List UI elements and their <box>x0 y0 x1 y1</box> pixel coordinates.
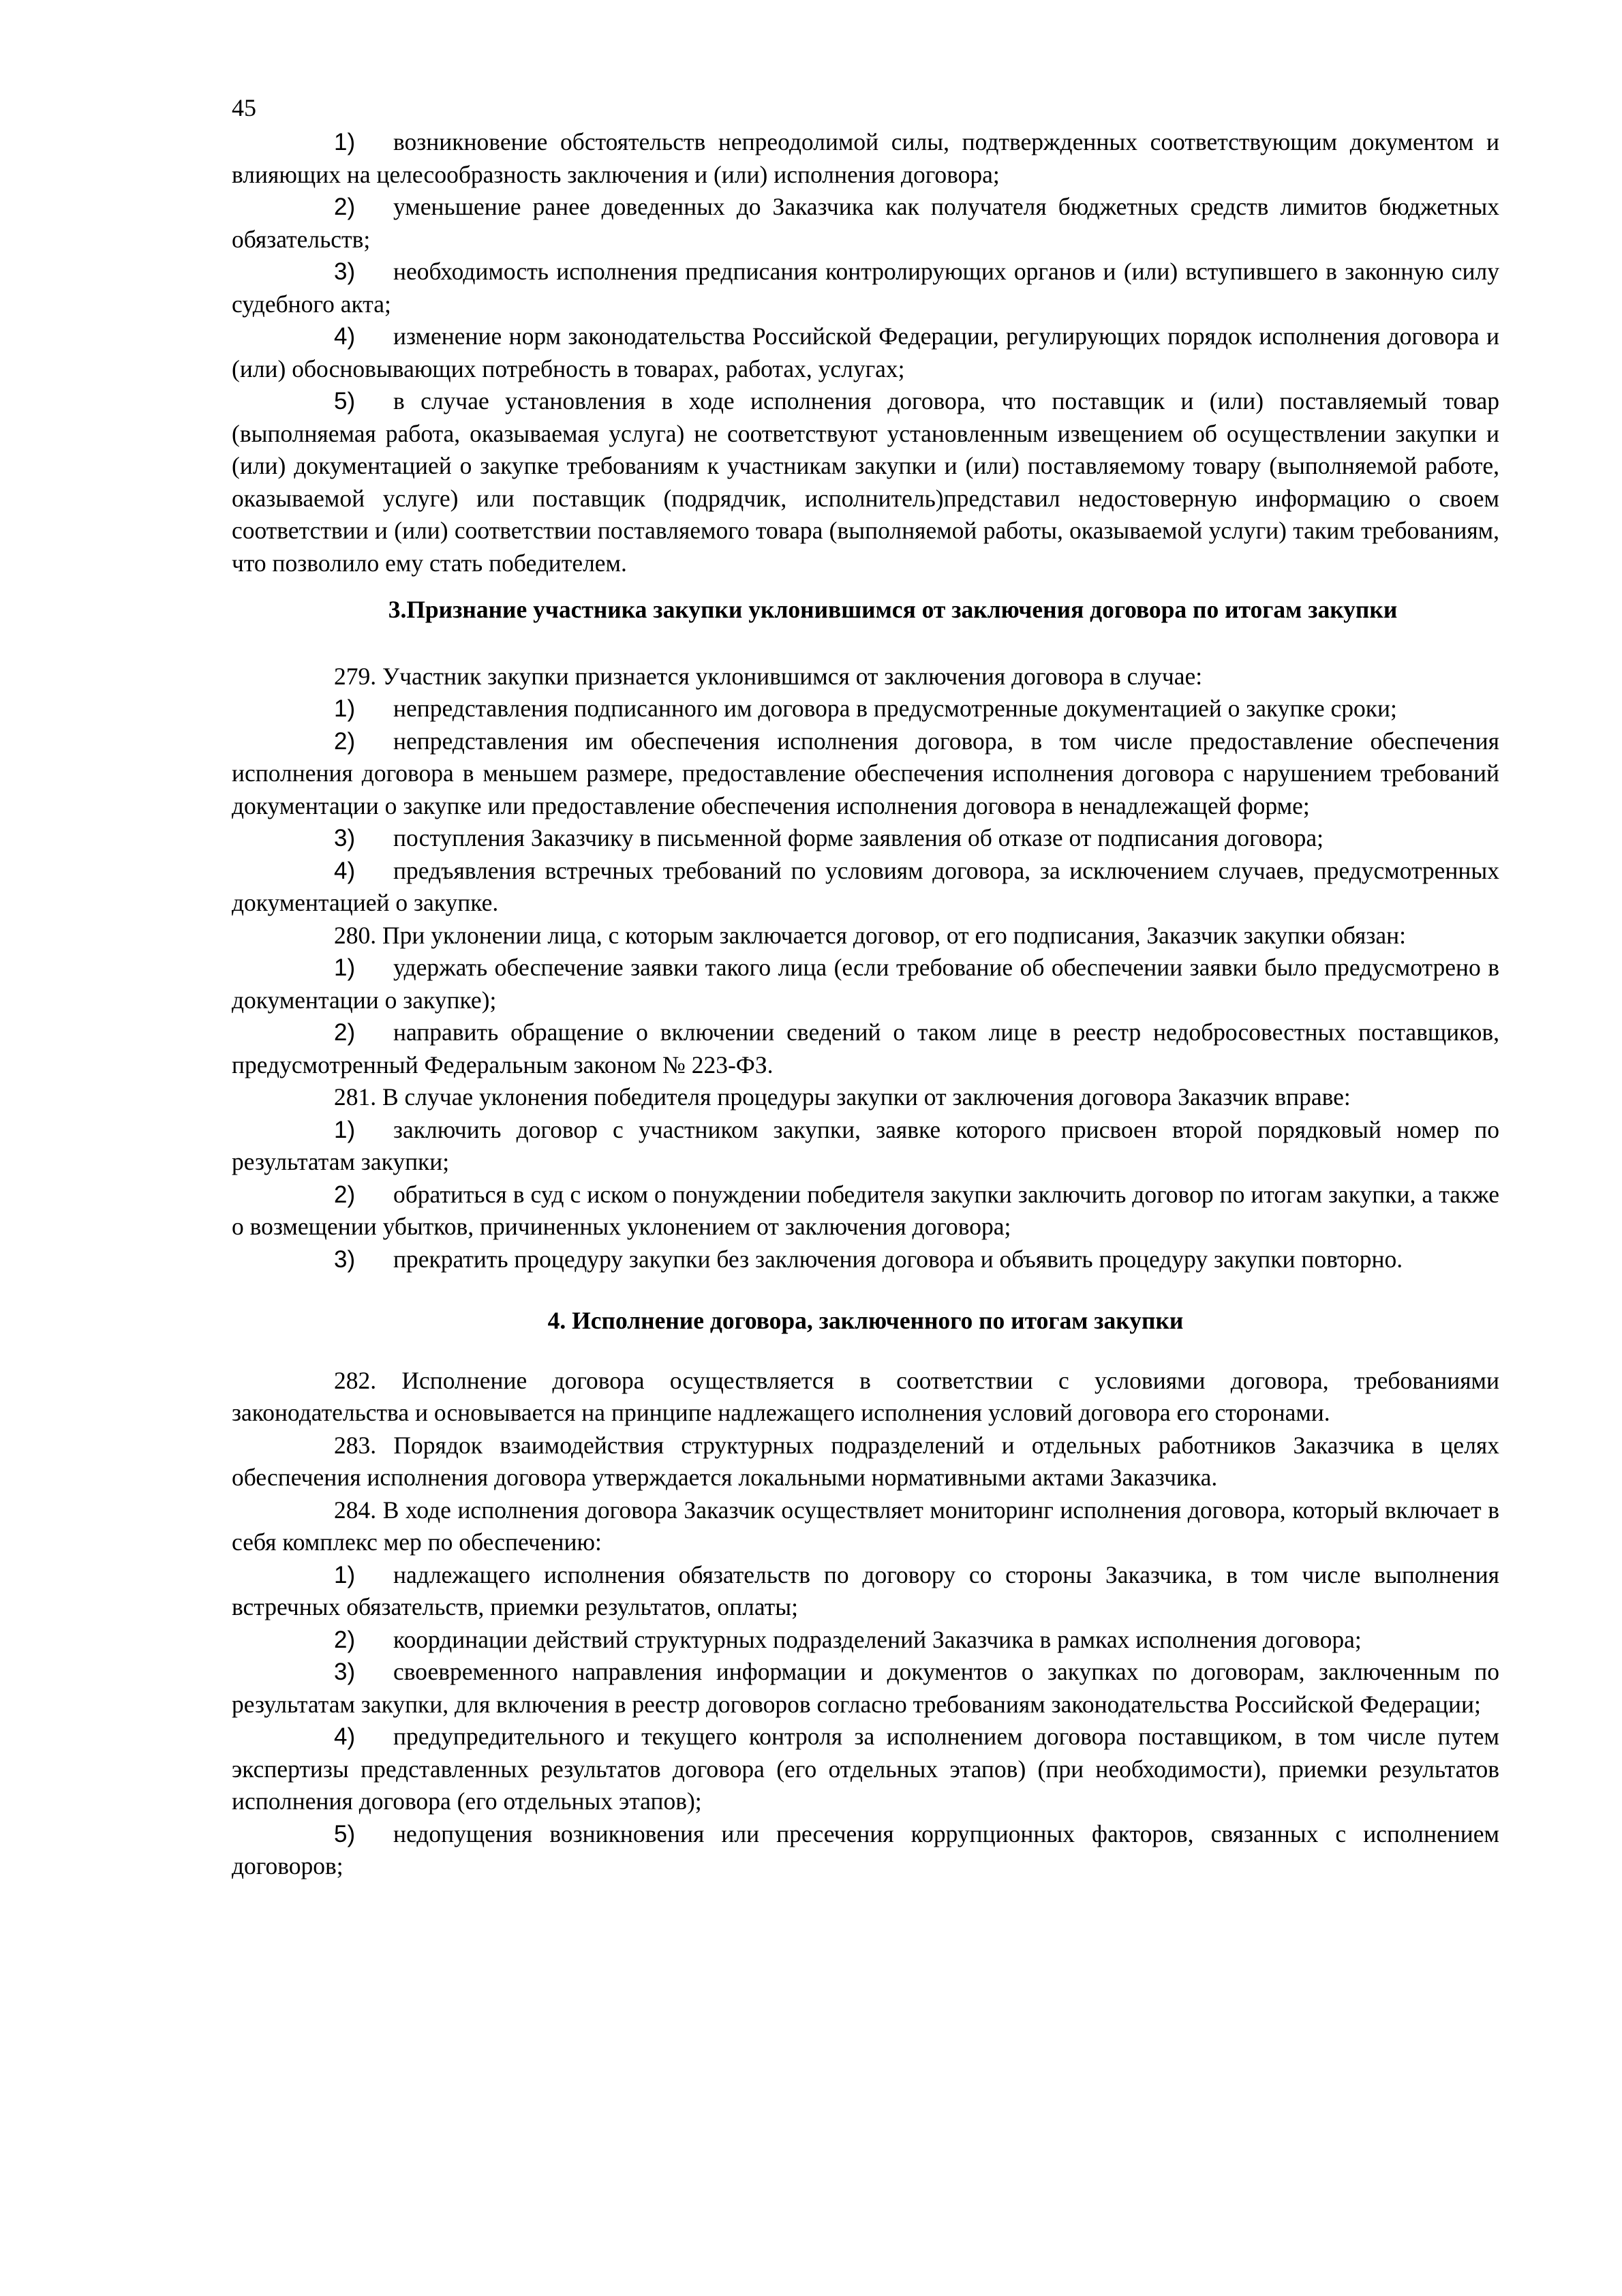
list-item <box>232 1016 1499 1081</box>
section-heading: 3.Признание участника закупки уклонившимся от заключения договора по итогам закупки <box>388 596 1398 623</box>
list-item-text: надлежащего исполнения обязательств по договору со стороны Заказчика, в том числе выполнения встречных обязательств, приемки результатов, оплаты; <box>232 1560 1499 1620</box>
list-item <box>232 855 1499 920</box>
list-item-number: 1) <box>334 1116 356 1143</box>
list-item-text: заключить договор с участником закупки, заявке которого присвоен второй порядковый номер по результатам закупки; <box>232 1115 1499 1175</box>
list-item <box>232 1559 1499 1624</box>
list-item-text: координации действий структурных подразделений Заказчика в рамках исполнения договора; <box>393 1625 1362 1653</box>
list-item-text: непредставления подписанного им договора в предусмотренные документацией о закупке сроки; <box>393 695 1397 722</box>
list-item-number: 2) <box>334 1019 356 1046</box>
list-item-number: 2) <box>334 1626 356 1653</box>
list-item-text: в случае установления в ходе исполнения договора, что поставщик и (или) поставляемый товар (выполняемая работа, оказываемая услуга) не соответствуют установленным извещением об осуществлении закупки и (или) документацией о закупке требованиям к участникам закупки и (или) поставляемому товару (выполняемой работе, оказываемой услуге) или поставщик (подрядчик, исполнитель)представил недостоверную информацию о своем соответствии и (или) соответствии поставляемого товара (выполняемой работы, оказываемой услуги) таким требованиям, что позволило ему стать победителем. <box>232 387 1499 577</box>
list-item-number: 4) <box>334 323 356 350</box>
list-item-text: обратиться в суд с иском о понуждении победителя закупки заключить договор по итогам закупки, а также о возмещении убытков, причиненных уклонением от заключения договора; <box>232 1180 1499 1240</box>
list-item <box>232 1721 1499 1818</box>
list-item-text: удержать обеспечение заявки такого лица (если требование об обеспечении заявки было предусмотрено в документации о закупке); <box>232 954 1499 1014</box>
list-item-text: прекратить процедуру закупки без заключения договора и объявить процедуру закупки повторно. <box>393 1245 1403 1273</box>
list-item-number: 4) <box>334 857 356 884</box>
list-item <box>232 1818 1499 1883</box>
list-item-number: 1) <box>334 1561 356 1588</box>
page-content <box>232 126 1499 1883</box>
list-item-number: 2) <box>334 727 356 755</box>
list-item-number: 3) <box>334 1245 356 1273</box>
list-item <box>232 256 1499 320</box>
list-item <box>232 725 1499 823</box>
paragraph-281: 281. В случае уклонения победителя процедуры закупки от заключения договора Заказчик вправе: <box>334 1083 1351 1111</box>
list-item <box>232 191 1499 256</box>
list-item-number: 2) <box>334 194 356 220</box>
list-item-text: своевременного направления информации и документов о закупках по договорам, заключенным по результатам закупки, для включения в реестр договоров согласно требованиям законодательства Российской Федерации; <box>232 1658 1499 1718</box>
list-item-text: предупредительного и текущего контроля за исполнением договора поставщиком, в том числе путем экспертизы представленных результатов договора (его отдельных этапов) (при необходимости), приемки результатов исполнения договора (его отдельных этапов); <box>232 1723 1499 1815</box>
list-item-text: направить обращение о включении сведений о таком лице в реестр недобросовестных поставщиков, предусмотренный Федеральным законом № 223-ФЗ. <box>232 1018 1499 1078</box>
list-item <box>232 1624 1499 1657</box>
list-item-number: 3) <box>334 1659 356 1685</box>
list-item <box>232 1243 1499 1276</box>
list-item-number: 5) <box>334 1820 356 1847</box>
list-item-number: 1) <box>334 695 356 722</box>
list-item <box>232 1179 1499 1243</box>
list-item <box>232 1656 1499 1721</box>
list-item-text: непредставления им обеспечения исполнения договора, в том числе предоставление обеспечения исполнения договора в меньшем размере, предоставление обеспечения исполнения договора с нарушением требований документации о закупке или предоставление обеспечения исполнения договора в ненадлежащей форме; <box>232 727 1499 819</box>
list-item <box>232 693 1499 725</box>
list-item-number: 1) <box>334 954 356 981</box>
list-item-number: 1) <box>334 129 356 155</box>
paragraph-284: 284. В ходе исполнения договора Заказчик осуществляет мониторинг исполнения договора, который включает в себя комплекс мер по обеспечению: <box>232 1496 1499 1556</box>
list-item <box>232 822 1499 855</box>
list-item <box>232 385 1499 579</box>
list-item-number: 2) <box>334 1181 356 1208</box>
paragraph-280: 280. При уклонении лица, с которым заключается договор, от его подписания, Заказчик закупки обязан: <box>334 921 1406 949</box>
list-item-text: предъявления встречных требований по условиям договора, за исключением случаев, предусмотренных документацией о закупке. <box>232 856 1499 916</box>
list-item-number: 4) <box>334 1723 356 1750</box>
list-item-number: 3) <box>334 825 356 851</box>
list-item-text: возникновение обстоятельств непреодолимой силы, подтвержденных соответствующим документом и влияющих на целесообразность заключения и (или) исполнения договора; <box>232 128 1499 188</box>
list-item <box>232 952 1499 1016</box>
list-item-text: необходимость исполнения предписания контролирующих органов и (или) вступившего в законную силу судебного акта; <box>232 258 1499 318</box>
list-item-text: поступления Заказчику в письменной форме заявления об отказе от подписания договора; <box>393 824 1324 851</box>
list-item-text: уменьшение ранее доведенных до Заказчика как получателя бюджетных средств лимитов бюджетных обязательств; <box>232 193 1499 253</box>
section-heading: 4. Исполнение договора, заключенного по итогам закупки <box>547 1307 1184 1334</box>
list-item-number: 3) <box>334 258 356 285</box>
list-item <box>232 320 1499 385</box>
paragraph-283: 283. Порядок взаимодействия структурных подразделений и отдельных работников Заказчика в целях обеспечения исполнения договора утверждается локальными нормативными актами Заказчика. <box>232 1431 1499 1491</box>
list-item <box>232 126 1499 191</box>
paragraph-279: 279. Участник закупки признается уклонившимся от заключения договора в случае: <box>334 662 1203 690</box>
page-number: 45 <box>232 94 256 121</box>
paragraph-282: 282. Исполнение договора осуществляется в соответствии с условиями договора, требованиями законодательства и основывается на принципе надлежащего исполнения условий договора его сторонами. <box>232 1366 1499 1426</box>
list-item-text: недопущения возникновения или пресечения коррупционных факторов, связанных с исполнением договоров; <box>232 1819 1499 1879</box>
list-item-text: изменение норм законодательства Российской Федерации, регулирующих порядок исполнения договора и (или) обосновывающих потребность в товарах, работах, услугах; <box>232 322 1499 382</box>
list-item-number: 5) <box>334 388 356 414</box>
list-item <box>232 1114 1499 1179</box>
